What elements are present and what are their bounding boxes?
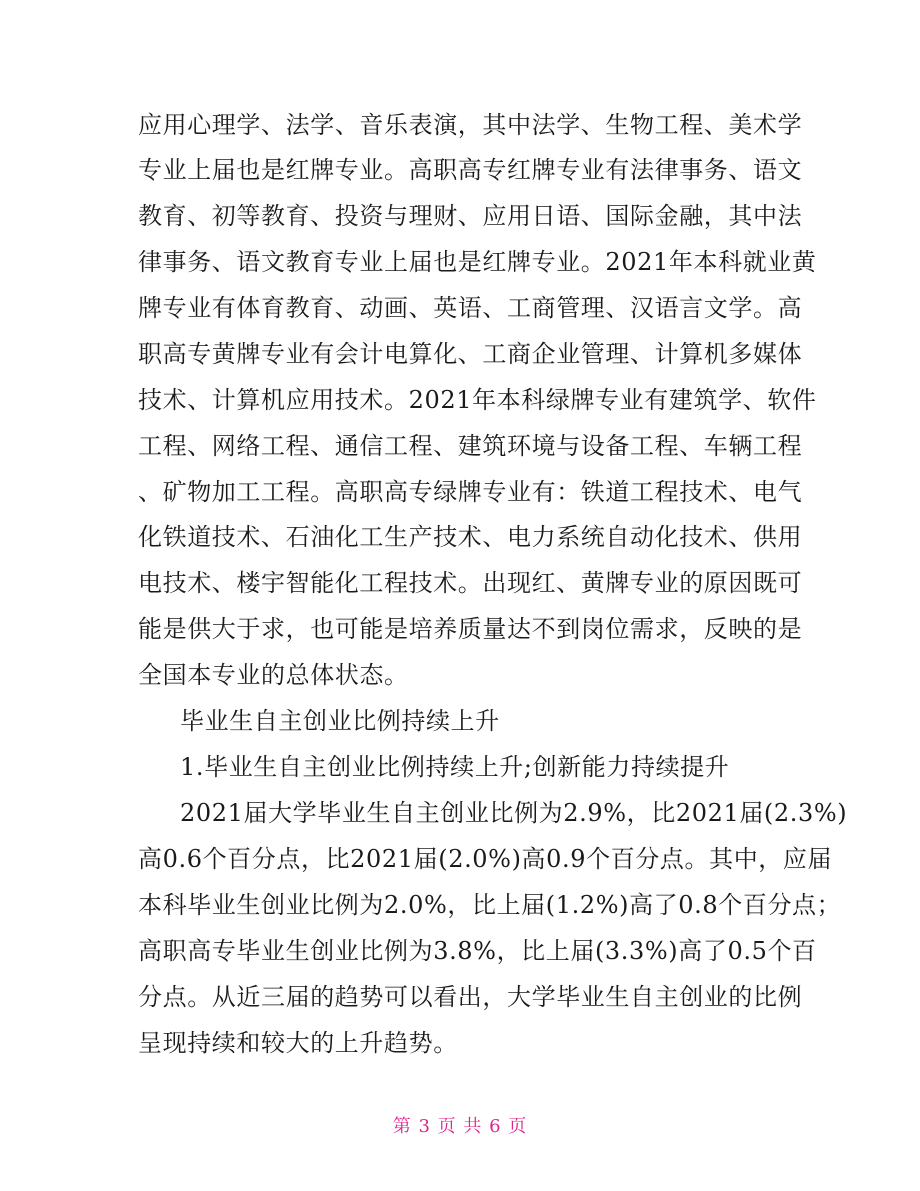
body-line-5: 牌专业有体育教育、动画、英语、工商管理、汉语言文学。高 [138, 294, 803, 322]
body-line-8: 工程、网络工程、通信工程、建筑环境与设备工程、车辆工程 [138, 432, 803, 460]
body-line-13: 全国本专业的总体状态。 [138, 661, 409, 689]
body-line-18: 分点。从近三届的趋势可以看出，大学毕业生自主创业的比例 [138, 983, 803, 1011]
body-line-17: 高职高专毕业生创业比例为3.8%，比上届(3.3%)高了0.5个百 [138, 937, 817, 965]
body-line-6: 职高专黄牌专业有会计电算化、工商企业管理、计算机多媒体 [138, 340, 803, 368]
body-line-15: 高0.6个百分点，比2021届(2.0%)高0.9个百分点。其中，应届 [138, 845, 833, 873]
body-line-16: 本科毕业生创业比例为2.0%，比上届(1.2%)高了0.8个百分点； [138, 891, 842, 919]
body-line-19: 呈现持续和较大的上升趋势。 [138, 1029, 458, 1057]
body-line-3: 教育、初等教育、投资与理财、应用日语、国际金融，其中法 [138, 202, 803, 230]
body-line-2: 专业上届也是红牌专业。高职高专红牌专业有法律事务、语文 [138, 156, 803, 184]
body-line-4: 律事务、语文教育专业上届也是红牌专业。2021年本科就业黄 [138, 248, 817, 276]
body-line-11: 电技术、楼宇智能化工程技术。出现红、黄牌专业的原因既可 [138, 569, 803, 597]
body-line-12: 能是供大于求，也可能是培养质量达不到岗位需求，反映的是 [138, 615, 803, 643]
body-line-9: 、矿物加工工程。高职高专绿牌专业有：铁道工程技术、电气 [138, 478, 803, 506]
body-line-1: 应用心理学、法学、音乐表演，其中法学、生物工程、美术学 [138, 111, 803, 139]
body-line-10: 化铁道技术、石油化工生产技术、电力系统自动化技术、供用 [138, 523, 803, 551]
body-line-7: 技术、计算机应用技术。2021年本科绿牌专业有建筑学、软件 [138, 386, 817, 414]
subsection-heading: 1.毕业生自主创业比例持续上升;创新能力持续提升 [180, 753, 730, 781]
body-line-14: 2021届大学毕业生自主创业比例为2.9%，比2021届(2.3%) [180, 799, 848, 827]
page-number-footer: 第 3 页 共 6 页 [392, 1116, 528, 1137]
section-heading: 毕业生自主创业比例持续上升 [180, 707, 500, 735]
